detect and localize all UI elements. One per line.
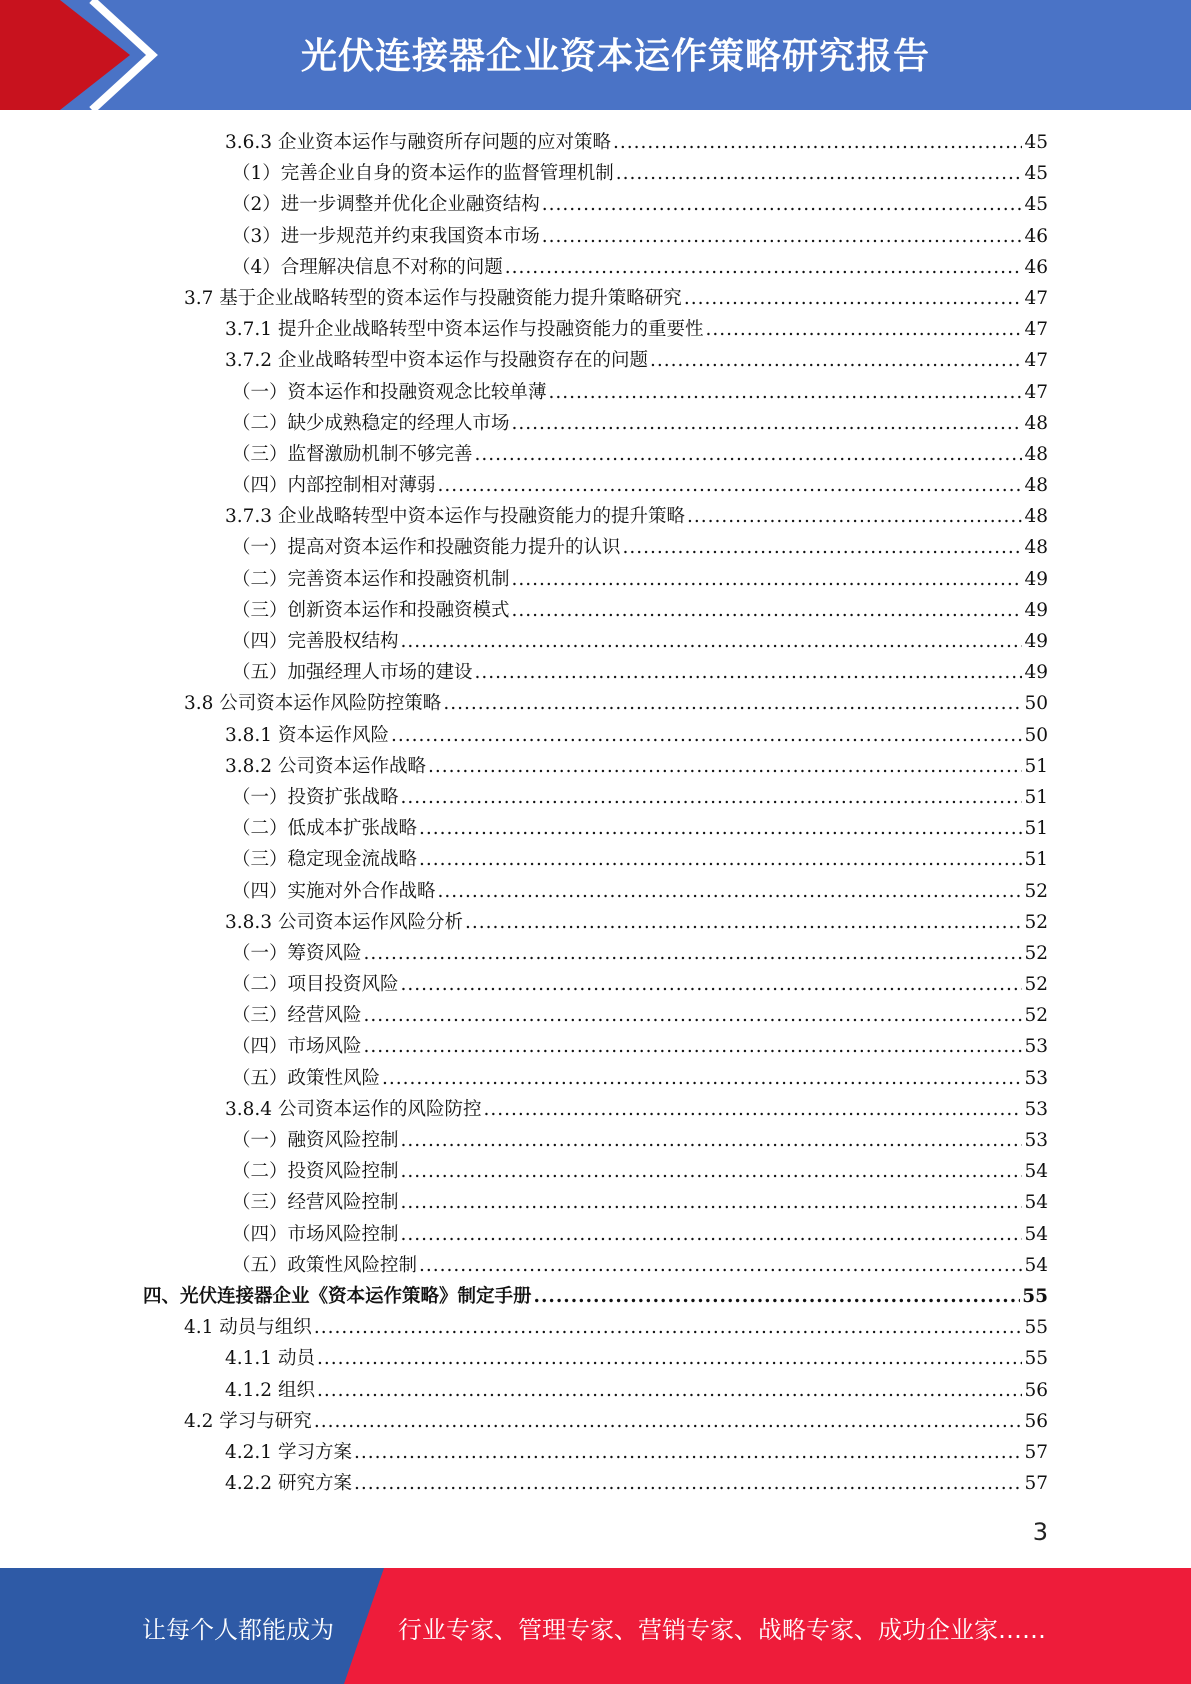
- toc-leader-dots: [483, 1094, 1022, 1125]
- toc-leader-dots: [401, 782, 1023, 813]
- toc-entry-title: （2）进一步调整并优化企业融资结构: [232, 194, 540, 216]
- toc-entry-title: 4.1.2 组织: [225, 1379, 315, 1401]
- toc-entry[interactable]: [0, 1375, 1191, 1406]
- toc-entry-title: （五）政策性风险控制: [232, 1254, 418, 1276]
- toc-leader-dots: [684, 283, 1023, 314]
- toc-entry-title: （五）政策性风险: [232, 1067, 381, 1089]
- toc-entry-page: 51: [1024, 849, 1048, 871]
- toc-entry-title: 3.7.1 提升企业战略转型中资本运作与投融资能力的重要性: [225, 319, 704, 341]
- toc-leader-dots: [465, 907, 1022, 938]
- toc-entry-page: 46: [1024, 256, 1048, 278]
- toc-leader-dots: [317, 1343, 1023, 1374]
- toc-entry-page: 47: [1024, 319, 1048, 341]
- page-header: [0, 0, 1191, 110]
- toc-entry[interactable]: [0, 907, 1191, 938]
- toc-entry-title: 4.2.2 研究方案: [225, 1473, 352, 1495]
- toc-leader-dots: [512, 595, 1023, 626]
- toc-entry-title: （四）市场风险控制: [232, 1223, 399, 1245]
- toc-entry-title: （三）稳定现金流战略: [232, 849, 418, 871]
- toc-entry-page: 52: [1024, 942, 1048, 964]
- toc-entry[interactable]: [0, 1156, 1191, 1187]
- toc-entry-page: 49: [1024, 568, 1048, 590]
- toc-entry-page: 54: [1024, 1192, 1048, 1214]
- toc-entry-page: 48: [1024, 412, 1048, 434]
- toc-entry-page: 52: [1024, 880, 1048, 902]
- toc-entry[interactable]: [0, 1125, 1191, 1156]
- toc-entry-title: （一）提高对资本运作和投融资能力提升的认识: [232, 537, 621, 559]
- toc-leader-dots: [354, 1437, 1023, 1468]
- toc-entry-title: 4.1 动员与组织: [184, 1317, 312, 1339]
- toc-entry-title: （三）监督激励机制不够完善: [232, 443, 473, 465]
- toc-entry-title: 3.7.3 企业战略转型中资本运作与投融资能力的提升策略: [225, 506, 685, 528]
- toc-entry-page: 53: [1024, 1036, 1048, 1058]
- toc-entry[interactable]: [0, 938, 1191, 969]
- footer-slogan-left: 让每个人都能成为: [142, 1616, 334, 1644]
- toc-leader-dots: [382, 1063, 1022, 1094]
- toc-entry[interactable]: [0, 408, 1191, 439]
- toc-entry-title: （三）经营风险控制: [232, 1192, 399, 1214]
- toc-entry-title: 3.8.1 资本运作风险: [225, 724, 389, 746]
- toc-entry-title: （二）项目投资风险: [232, 974, 399, 996]
- toc-leader-dots: [354, 1468, 1023, 1499]
- toc-entry-page: 49: [1024, 631, 1048, 652]
- toc-entry-page: 53: [1024, 1098, 1048, 1120]
- toc-leader-dots: [623, 532, 1023, 563]
- toc-entry[interactable]: [0, 1343, 1191, 1374]
- toc-entry[interactable]: [0, 844, 1191, 875]
- toc-leader-dots: [364, 938, 1023, 969]
- toc-entry-page: 57: [1024, 1473, 1048, 1495]
- toc-entry[interactable]: [0, 1468, 1191, 1499]
- toc-entry-title: （一）资本运作和投融资观念比较单薄: [232, 381, 547, 403]
- toc-entry-title: （四）市场风险: [232, 1036, 362, 1058]
- table-of-contents: [0, 127, 1191, 1499]
- toc-entry-title: （一）筹资风险: [232, 942, 362, 964]
- toc-leader-dots: [401, 1187, 1023, 1218]
- toc-entry-page: 53: [1024, 1130, 1048, 1151]
- toc-entry-page: 56: [1024, 1410, 1048, 1432]
- toc-entry[interactable]: [0, 1219, 1191, 1250]
- toc-entry[interactable]: [0, 158, 1191, 189]
- toc-entry[interactable]: [0, 813, 1191, 844]
- toc-entry[interactable]: [0, 345, 1191, 376]
- toc-leader-dots: [616, 158, 1023, 189]
- toc-entry-page: 51: [1024, 755, 1048, 777]
- toc-entry-page: 54: [1024, 1223, 1048, 1245]
- toc-entry-title: 3.6.3 企业资本运作与融资所存问题的应对策略: [225, 132, 611, 153]
- toc-entry-page: 54: [1024, 1161, 1048, 1183]
- toc-entry-page: 48: [1024, 537, 1048, 559]
- toc-entry-title: （1）完善企业自身的资本运作的监督管理机制: [232, 163, 614, 185]
- toc-entry-page: 48: [1024, 475, 1048, 497]
- toc-entry-page: 46: [1024, 225, 1048, 247]
- toc-entry-page: 45: [1024, 132, 1048, 153]
- toc-leader-dots: [542, 189, 1023, 220]
- toc-leader-dots: [314, 1312, 1023, 1343]
- toc-entry-page: 51: [1024, 786, 1048, 808]
- toc-entry-page: 55: [1022, 1285, 1048, 1307]
- toc-leader-dots: [391, 720, 1022, 751]
- toc-entry[interactable]: [0, 1437, 1191, 1468]
- toc-leader-dots: [364, 1031, 1023, 1062]
- toc-leader-dots: [613, 127, 1022, 158]
- toc-entry-page: 52: [1024, 911, 1048, 933]
- toc-leader-dots: [401, 1219, 1023, 1250]
- toc-leader-dots: [542, 221, 1023, 252]
- toc-entry[interactable]: [0, 532, 1191, 563]
- toc-entry[interactable]: [0, 1031, 1191, 1062]
- toc-leader-dots: [512, 408, 1023, 439]
- toc-leader-dots: [419, 844, 1022, 875]
- toc-entry-title: （四）完善股权结构: [232, 631, 399, 652]
- toc-entry-page: 45: [1024, 194, 1048, 216]
- toc-entry-title: （三）创新资本运作和投融资模式: [232, 599, 510, 621]
- toc-entry-title: （二）缺少成熟稳定的经理人市场: [232, 412, 510, 434]
- toc-entry[interactable]: [0, 688, 1191, 719]
- toc-leader-dots: [475, 439, 1023, 470]
- toc-entry[interactable]: [0, 439, 1191, 470]
- toc-leader-dots: [314, 1406, 1023, 1437]
- toc-entry-title: （二）投资风险控制: [232, 1161, 399, 1183]
- toc-leader-dots: [549, 377, 1023, 408]
- toc-entry-title: （五）加强经理人市场的建设: [232, 662, 473, 684]
- toc-entry[interactable]: [0, 751, 1191, 782]
- toc-entry-page: 49: [1024, 599, 1048, 621]
- toc-entry-title: 4.1.1 动员: [225, 1348, 315, 1370]
- toc-entry[interactable]: [0, 969, 1191, 1000]
- toc-leader-dots: [534, 1281, 1021, 1312]
- toc-entry[interactable]: [0, 626, 1191, 657]
- toc-entry-title: （四）内部控制相对薄弱: [232, 475, 436, 497]
- toc-entry-page: 51: [1024, 818, 1048, 840]
- toc-entry[interactable]: [0, 314, 1191, 345]
- toc-entry[interactable]: [0, 1312, 1191, 1343]
- toc-entry[interactable]: [0, 720, 1191, 751]
- toc-entry[interactable]: [0, 501, 1191, 532]
- toc-entry-title: 4.2 学习与研究: [184, 1410, 312, 1432]
- toc-entry-page: 48: [1024, 443, 1048, 465]
- toc-leader-dots: [419, 813, 1022, 844]
- toc-entry[interactable]: [0, 1094, 1191, 1125]
- toc-entry[interactable]: [0, 127, 1191, 158]
- toc-entry-page: 48: [1024, 506, 1048, 528]
- toc-entry[interactable]: [0, 657, 1191, 688]
- toc-leader-dots: [438, 876, 1023, 907]
- toc-leader-dots: [364, 1000, 1023, 1031]
- toc-entry-page: 54: [1024, 1254, 1048, 1276]
- toc-entry-title: （二）完善资本运作和投融资机制: [232, 568, 510, 590]
- toc-entry-title: （三）经营风险: [232, 1005, 362, 1027]
- toc-leader-dots: [419, 1250, 1022, 1281]
- toc-entry[interactable]: [0, 221, 1191, 252]
- toc-entry[interactable]: [0, 1187, 1191, 1218]
- toc-leader-dots: [401, 969, 1023, 1000]
- toc-entry-page: 55: [1024, 1348, 1048, 1370]
- toc-entry-page: 47: [1024, 287, 1048, 309]
- toc-entry[interactable]: [0, 1250, 1191, 1281]
- toc-entry-title: 3.8.3 公司资本运作风险分析: [225, 911, 463, 933]
- toc-entry[interactable]: [0, 876, 1191, 907]
- toc-entry-page: 45: [1024, 163, 1048, 185]
- toc-entry-title: 3.8 公司资本运作风险防控策略: [184, 693, 442, 715]
- footer-slogan-right: 行业专家、管理专家、营销专家、战略专家、成功企业家……: [398, 1616, 1046, 1644]
- toc-entry[interactable]: [0, 283, 1191, 314]
- toc-entry-page: 50: [1024, 693, 1048, 715]
- toc-entry[interactable]: [0, 782, 1191, 813]
- toc-entry[interactable]: [0, 1406, 1191, 1437]
- toc-leader-dots: [438, 470, 1023, 501]
- toc-entry[interactable]: [0, 595, 1191, 626]
- toc-entry-title: 四、光伏连接器企业《资本运作策略》制定手册: [143, 1285, 532, 1307]
- toc-leader-dots: [401, 1125, 1023, 1156]
- toc-entry[interactable]: [0, 252, 1191, 283]
- toc-entry-title: （一）融资风险控制: [232, 1130, 399, 1151]
- toc-leader-dots: [317, 1375, 1023, 1406]
- toc-entry-title: （4）合理解决信息不对称的问题: [232, 256, 503, 278]
- toc-entry-page: 56: [1024, 1379, 1048, 1401]
- toc-entry-title: 3.8.2 公司资本运作战略: [225, 755, 426, 777]
- toc-leader-dots: [505, 252, 1023, 283]
- toc-entry-page: 47: [1024, 381, 1048, 403]
- page-footer: [0, 1568, 1191, 1684]
- toc-leader-dots: [475, 657, 1023, 688]
- toc-entry-page: 47: [1024, 350, 1048, 372]
- toc-entry-title: 3.8.4 公司资本运作的风险防控: [225, 1098, 482, 1120]
- page-number: 3: [1032, 1518, 1048, 1546]
- toc-entry[interactable]: [0, 189, 1191, 220]
- toc-entry[interactable]: [0, 470, 1191, 501]
- toc-leader-dots: [650, 345, 1022, 376]
- toc-entry-title: （四）实施对外合作战略: [232, 880, 436, 902]
- report-title: 光伏连接器企业资本运作策略研究报告: [300, 36, 930, 77]
- toc-entry-title: （一）投资扩张战略: [232, 786, 399, 808]
- toc-entry-page: 52: [1024, 1005, 1048, 1027]
- toc-entry-page: 53: [1024, 1067, 1048, 1089]
- toc-leader-dots: [443, 688, 1022, 719]
- toc-entry-page: 50: [1024, 724, 1048, 746]
- toc-leader-dots: [512, 564, 1023, 595]
- toc-entry-page: 49: [1024, 662, 1048, 684]
- toc-leader-dots: [687, 501, 1022, 532]
- toc-leader-dots: [705, 314, 1022, 345]
- toc-entry[interactable]: [0, 1000, 1191, 1031]
- toc-entry-title: 3.7 基于企业战略转型的资本运作与投融资能力提升策略研究: [184, 287, 682, 309]
- toc-entry-page: 52: [1024, 974, 1048, 996]
- toc-entry-page: 57: [1024, 1441, 1048, 1463]
- toc-leader-dots: [428, 751, 1022, 782]
- toc-leader-dots: [401, 626, 1023, 657]
- toc-entry[interactable]: [0, 377, 1191, 408]
- toc-entry[interactable]: [0, 1281, 1191, 1312]
- toc-entry-title: （3）进一步规范并约束我国资本市场: [232, 225, 540, 247]
- toc-leader-dots: [401, 1156, 1023, 1187]
- toc-entry[interactable]: [0, 1063, 1191, 1094]
- toc-entry-title: 4.2.1 学习方案: [225, 1441, 352, 1463]
- toc-entry-page: 55: [1024, 1317, 1048, 1339]
- toc-entry[interactable]: [0, 564, 1191, 595]
- toc-entry-title: （二）低成本扩张战略: [232, 818, 418, 840]
- toc-entry-title: 3.7.2 企业战略转型中资本运作与投融资存在的问题: [225, 350, 648, 372]
